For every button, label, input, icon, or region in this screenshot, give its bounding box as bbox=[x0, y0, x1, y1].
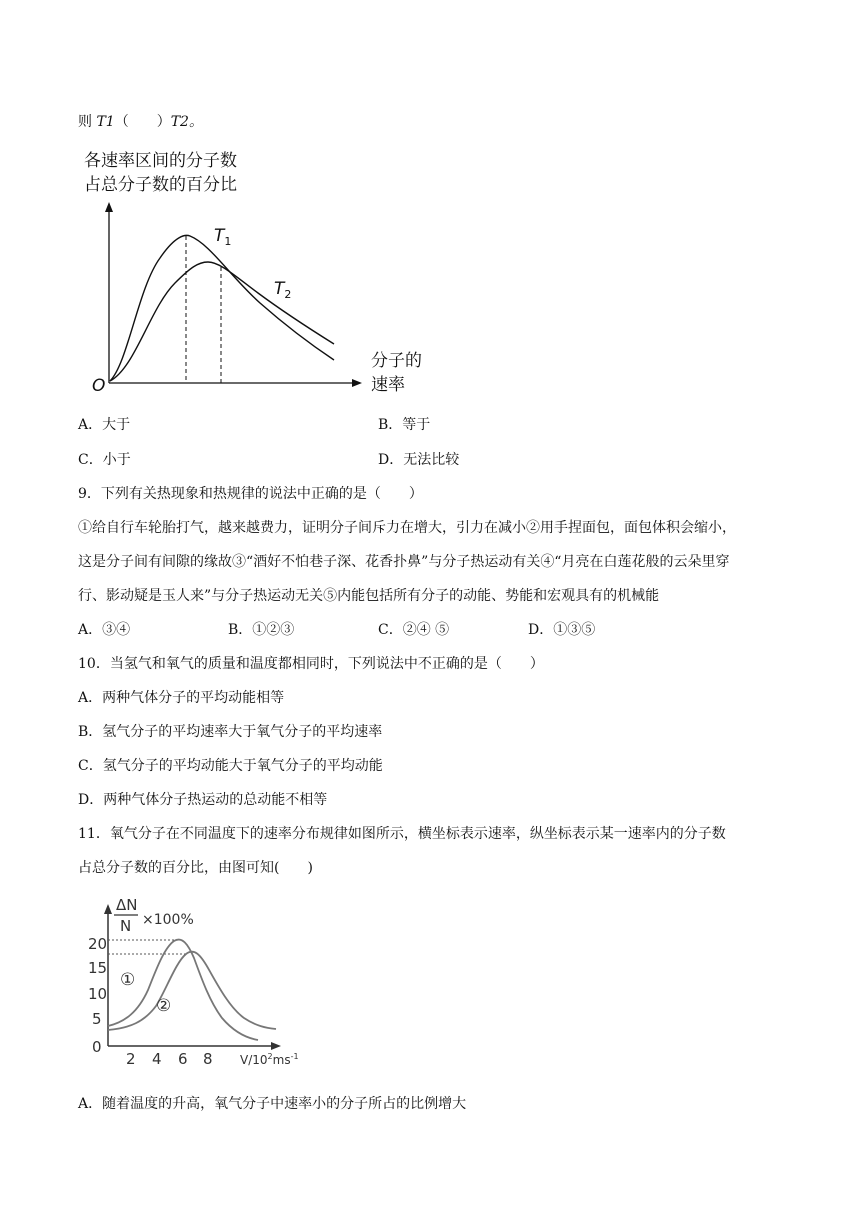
q11-ylabel-denominator: N bbox=[120, 917, 132, 935]
q11-y-axis-arrow bbox=[104, 904, 112, 914]
q8-figure-ylabel-line1: 各速率区间的分子数 bbox=[84, 151, 237, 171]
q8-distribution-figure bbox=[80, 148, 450, 398]
q11-ytick: 15 bbox=[88, 959, 108, 977]
q8-xlabel-line2: 速率 bbox=[371, 375, 405, 395]
q10-option-b: B．氢气分子的平均速率大于氧气分子的平均速率 bbox=[78, 724, 383, 740]
q9-body-line-1: ①给自行车轮胎打气，越来越费力，证明分子间斥力在增大，引力在减小②用手捏面包，面包体积会缩小， bbox=[78, 520, 736, 536]
q11-ytick: 0 bbox=[92, 1038, 102, 1056]
q11-xtick: 4 bbox=[152, 1050, 162, 1068]
q9-stem: 9．下列有关热现象和热规律的说法中正确的是（ ） bbox=[78, 486, 423, 502]
q11-xlabel: $V/10^2ms^{-1}$ bbox=[240, 1052, 299, 1067]
q9-option-d: D．①③⑤ bbox=[528, 622, 596, 638]
q8-y-axis-arrow bbox=[105, 202, 113, 212]
q8-curve-t2-label: $T_2$ bbox=[274, 279, 292, 301]
q9-option-c: C．②④ ⑤ bbox=[378, 622, 450, 638]
q8-blank: （ ） bbox=[114, 114, 171, 130]
q8-x-axis-arrow bbox=[352, 379, 362, 387]
q9-body-line-3: 行、影动疑是玉人来”与分子热运动无关⑤内能包括所有分子的动能、势能和宏观具有的机械能 bbox=[78, 588, 660, 604]
q8-xlabel-line1: 分子的 bbox=[371, 351, 422, 371]
q11-option-a: A．随着温度的升高，氧气分子中速率小的分子所占的比例增大 bbox=[78, 1096, 467, 1112]
q10-option-a: A．两种气体分子的平均动能相等 bbox=[78, 690, 285, 706]
q11-curve-2 bbox=[108, 952, 276, 1030]
q8-stem-prefix: 则 bbox=[78, 114, 97, 130]
q8-figure-ylabel-line2: 占总分子数的百分比 bbox=[84, 175, 237, 195]
q8-t1: T1 bbox=[96, 114, 115, 130]
q11-ylabel-suffix: ×100% bbox=[142, 912, 194, 928]
q8-curve-t1 bbox=[110, 235, 334, 381]
q8-option-c: C．小于 bbox=[78, 452, 131, 468]
q8-stem bbox=[78, 112, 203, 132]
q11-speed-distribution-figure bbox=[80, 890, 320, 1070]
q11-ylabel-numerator: ΔN bbox=[116, 896, 138, 914]
q9-option-a: A．③④ bbox=[78, 622, 131, 638]
q9-body-line-2: 这是分子间有间隙的缘故③“酒好不怕巷子深、花香扑鼻”与分子热运动有关④“月亮在白莲花般的云朵里穿 bbox=[78, 554, 730, 570]
q11-xtick: 2 bbox=[126, 1050, 136, 1068]
q11-stem-line-2: 占总分子数的百分比，由图可知( ) bbox=[78, 860, 313, 876]
q11-ytick: 5 bbox=[92, 1010, 102, 1028]
q11-x-axis-arrow bbox=[271, 1042, 281, 1050]
q10-option-d: D．两种气体分子热运动的总动能不相等 bbox=[78, 792, 328, 808]
q8-curve-t1-label: $T_1$ bbox=[214, 226, 232, 248]
q8-origin-label: O bbox=[92, 376, 106, 396]
q11-ytick: 10 bbox=[88, 985, 108, 1003]
q11-ytick: 20 bbox=[88, 935, 108, 953]
q11-curve-2-label: ② bbox=[156, 996, 172, 1016]
q11-stem-line-1: 11．氧气分子在不同温度下的速率分布规律如图所示，横坐标表示速率，纵坐标表示某一速率内的分子数 bbox=[78, 826, 726, 842]
q8-t2: T2。 bbox=[170, 114, 203, 130]
q11-curve-1-label: ① bbox=[120, 970, 136, 990]
q8-curve-t2 bbox=[110, 262, 334, 381]
q10-option-c: C．氢气分子的平均动能大于氧气分子的平均动能 bbox=[78, 758, 383, 774]
q10-stem: 10．当氢气和氧气的质量和温度都相同时，下列说法中不正确的是（ ） bbox=[78, 656, 544, 672]
q9-option-b: B．①②③ bbox=[228, 622, 295, 638]
q11-xtick: 6 bbox=[178, 1050, 188, 1068]
q8-option-b: B．等于 bbox=[378, 417, 431, 433]
q11-xtick: 8 bbox=[203, 1050, 213, 1068]
q8-option-d: D．无法比较 bbox=[378, 452, 460, 468]
q8-option-a: A．大于 bbox=[78, 417, 131, 433]
